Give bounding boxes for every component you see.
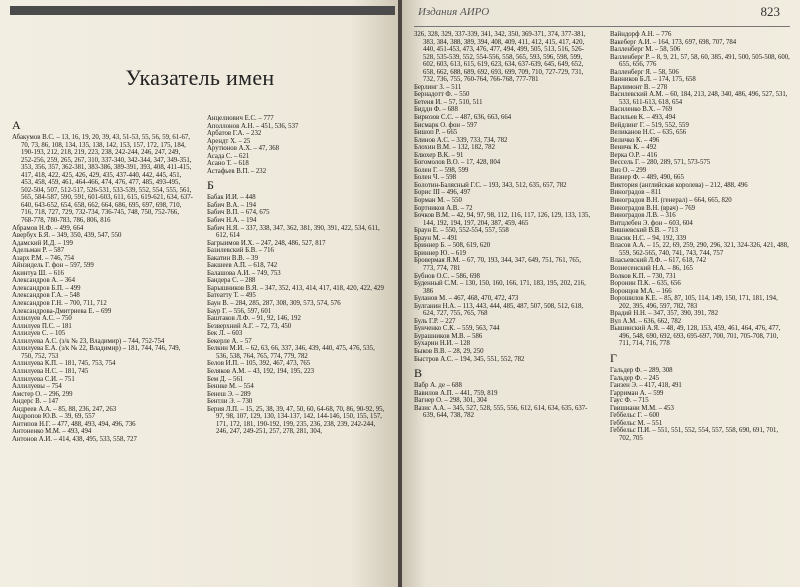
index-entry: Баур Г. – 556, 597, 601	[207, 307, 272, 315]
index-entry: Барышников В.Я. – 347, 352, 413, 414, 417, 418, 420, 422, 429	[207, 284, 384, 292]
index-entry: Волков К.П. – 730, 731	[610, 272, 676, 280]
index-entry: Богомолов В.О. – 17, 428, 804	[414, 159, 501, 167]
index-entry: Аллилуева А.С. (з/к № 23, Владимир) – 744, 752-754	[12, 337, 165, 345]
index-entry: Борис III – 496, 497	[414, 189, 471, 197]
index-entry: Абакумов В.С. – 13, 16, 19, 20, 39, 43, 51-53, 55, 56, 59, 61-67, 70, 73, 86, 108, 134, 135, 138, 142, 153, 157, 172, 175, 184, 190-193, 212, 218, 219, 223, 238, 242-244, 246, 247, 249, 252-256, 259, 265, 267, 310, 337-340, 342-344, 347, 349-351, 353, 356, 357, 362-381, 383-386, 389-391, 393, 408, 411-415, 417, 418, 422, 425, 426, 429, 435, 437-440, 442, 445, 451, 453, 458, 459, 461, 464-466, 474, 476, 477, 485, 493-495, 502-504, 507, 512-517, 526-531, 533-539, 552, 554, 555, 561, 565, 584-587, 590, 591, 601-603, 611, 615, 619-621, 634, 637-640, 643-652, 654, 658, 662, 664, 686, 695, 697, 698, 710, 716, 718, 727, 729, 732-734, 736-745, 748, 750, 752-766, 768-778, 780-783, 786, 806, 816	[12, 134, 193, 225]
index-entry: Вейдлинг Г. – 519, 552, 559	[610, 121, 689, 129]
index-entry: Александров А. – 364	[12, 277, 75, 285]
index-entry: Александров Б.П. – 499	[12, 284, 81, 292]
index-entry: Василевский А.М. – 60, 184, 213, 248, 340, 486, 496, 527, 531, 533, 611-613, 618, 654	[610, 91, 788, 106]
index-entry: Авербух Б.Я. – 349, 350, 439, 547, 550	[12, 232, 122, 240]
index-entry: Белкин М.И. – 62, 63, 66, 337, 346, 439, 440, 475, 476, 535, 536, 538, 764, 765, 774, 779, 782	[207, 345, 375, 360]
index-entry: Аллилуев А.С. – 750	[12, 315, 72, 323]
index-entry: Гвишиани М.М. – 453	[610, 404, 674, 412]
index-entry: Бишоп Р. – 665	[414, 129, 458, 137]
index-entry: Александров Г.А. – 548	[12, 292, 80, 300]
index-entry: Валленберг М. – 58, 506	[610, 46, 681, 54]
index-entry: Вагнер О. – 298, 301, 304	[414, 397, 487, 405]
index-entry: Бисмарк О. фон – 597	[414, 121, 477, 129]
index-entry: Александрова-Дмитриева Е. – 699	[12, 307, 112, 315]
index-entry: Азарх Р.М. – 746, 754	[12, 254, 75, 262]
index-entry: Айнзидель Г. фон – 597, 599	[12, 262, 94, 270]
index-entry: Бочков В.М. – 42, 94, 97, 98, 112, 116, 117, 126, 129, 133, 135, 144, 192, 194, 197, 204, 387, 459, 465	[414, 212, 591, 227]
index-entry: Виноградов В.Н. (генерал) – 664, 665, 820	[610, 197, 732, 205]
index-entry: Бабич Н.Я. – 337, 338, 347, 362, 381, 390, 391, 422, 534, 611, 612, 614	[207, 224, 380, 240]
index-entry: Бабак И.И. – 448	[207, 194, 256, 202]
index-entry: Буденный С.М. – 130, 150, 160, 166, 171, 183, 195, 202, 216, 386	[414, 280, 586, 295]
index-entry: Бабич В.П. – 674, 675	[207, 209, 270, 217]
index-entry: Вознесенский Н.А. – 86, 165	[610, 264, 693, 272]
index-entry: Бакатин В.В. – 39	[207, 254, 258, 262]
index-entry: Геббельс Г. – 600	[610, 412, 660, 420]
index-entry: Амстер О. – 296, 299	[12, 390, 73, 398]
index-entry: Воронцов М.А. – 166	[610, 287, 672, 295]
index-entry: Александров Г.Н. – 700, 711, 712	[12, 300, 107, 308]
index-entry: Браун М. – 491	[414, 234, 458, 242]
index-entry: Бетеня И. – 57, 510, 511	[414, 98, 483, 106]
index-entry: Виноградов В.Н. (врач) – 769	[610, 204, 696, 212]
index-entry: Абрамов Н.Ф. – 499, 664	[12, 224, 84, 232]
index-entry: Буль Г.Р. – 227	[414, 317, 456, 325]
index-entry: Беляков А.М. – 43, 192, 194, 195, 223	[207, 367, 315, 375]
index-entry: Вессель Г. – 280, 289, 571, 573-575	[610, 159, 711, 167]
top-rule	[10, 6, 395, 15]
index-entry: Антоненко М.М. – 493, 494	[12, 428, 92, 436]
index-entry: Бекерле А. – 57	[207, 337, 252, 345]
index-entry: Вышинский А.Я. – 48, 49, 128, 153, 459, 461, 464, 476, 477, 496, 548, 690, 692, 693, 695-697, 700, 701, 705-708, 710, 711, 714, 716, 778	[610, 325, 781, 348]
index-entry: Арбатов Г.А. – 232	[207, 130, 262, 138]
index-entry: Блохин В.М. – 132, 182, 782	[414, 144, 495, 152]
section-letter: Б	[207, 178, 214, 193]
index-entry: Великанов Н.С. – 635, 656	[610, 129, 687, 137]
index-entry: Геббельс М. – 551	[610, 419, 663, 427]
index-entry: Асано Т. – 618	[207, 160, 249, 168]
index-entry: Бандера С. – 288	[207, 277, 256, 285]
index-entry: Власов А.А. – 15, 22, 69, 259, 290, 296, 321, 324-326, 421, 488, 559, 562-565, 740, 741, 743, 744, 757	[610, 242, 789, 257]
index-entry: Балашова А.И. – 749, 753	[207, 269, 281, 277]
index-entry: Гальдер Ф. – 245	[610, 374, 659, 382]
index-entry: Виноградов Л.В. – 316	[610, 212, 676, 220]
index-entry: Бриннер Ю. – 619	[414, 249, 467, 257]
index-entry: Бирюзов С.С. – 487, 636, 663, 664	[414, 114, 512, 122]
section-letter: А	[12, 118, 21, 132]
index-entry: Визнер Ф. – 489, 490, 665	[610, 174, 684, 182]
index-entry: Акинтуа Ш. – 616	[12, 269, 64, 277]
index-entry: Вишневский В.В. – 713	[610, 227, 678, 235]
index-entry: Виктория (английская королева) – 212, 488, 496	[610, 181, 748, 189]
index-entry: Бем Д. – 561	[207, 375, 244, 383]
index-entry: Асада С. – 621	[207, 152, 250, 160]
index-entry: Быков В.В. – 28, 29, 250	[414, 347, 484, 355]
index-entry: Андропов Ю.В. – 39, 69, 557	[12, 413, 96, 421]
index-entry: Бабич Н.А. – 194	[207, 217, 257, 225]
index-entry: Бек Л. – 603	[207, 330, 243, 338]
index-entry: Блинов А.С. – 339, 733, 734, 782	[414, 136, 508, 144]
index-entry: Бунченко С.К. – 559, 563, 744	[414, 325, 500, 333]
series-title: Издания АИРО	[418, 6, 490, 18]
index-entry: Астафьев В.П. – 232	[207, 167, 267, 175]
index-entry: Величко К. – 496	[610, 136, 660, 144]
index-entry: Беннке М. – 554	[207, 383, 254, 391]
index-entry: Аллилуев С. – 105	[12, 330, 66, 338]
index-entry: Вазис А.А. – 345, 527, 528, 555, 556, 612, 614, 634, 635, 637-639, 644, 738, 782	[414, 404, 588, 420]
index-entry: Ганзен Э. – 417, 418, 491	[610, 382, 682, 390]
index-entry: Верка О.Р. – 416	[610, 151, 658, 159]
section-letter: Г	[610, 350, 617, 365]
index-entry: Геббельс П.И. – 551, 551, 552, 554, 557, 558, 690, 691, 701, 702, 705	[610, 427, 779, 442]
index-entry: Валленберг Р. – 8, 9, 21, 57, 58, 60, 385, 491, 500, 505-508, 600, 655, 656, 776	[610, 53, 790, 69]
index-entry: Ванников Б.Л. – 174, 175, 658	[610, 76, 696, 84]
index-entry: Аллилуева Е.А. (з/к № 22, Владимир) – 181, 744, 746, 749, 750, 752, 753	[12, 345, 181, 360]
index-entry: Вавилов А.П. – 441, 759, 819	[414, 389, 498, 397]
left-columns	[12, 115, 388, 443]
index-entry: Врадий Н.Н. – 347, 357, 390, 391, 782	[610, 310, 718, 318]
index-entry: Аллилуева К.П. – 181, 745, 753, 754	[12, 360, 116, 368]
index-entry: Васильев К. – 493, 494	[610, 114, 676, 122]
index-entry: Вайндорф А.Н. – 776	[610, 31, 672, 38]
index-entry: Адамский И.Д. – 199	[12, 239, 73, 247]
index-entry: Вул А.М. – 636, 662, 782	[610, 317, 682, 325]
index-entry: Быстров А.С. – 194, 345, 551, 552, 782	[414, 355, 525, 363]
left-page	[0, 0, 398, 587]
index-entry: Веничк К. – 492	[610, 144, 657, 152]
index-entry: Аллилуев П.С. – 181	[12, 322, 72, 330]
index-entry: Власьевский Л.Ф. – 617, 618, 742	[610, 257, 707, 265]
index-entry: Варлимонт В. – 278	[610, 83, 668, 91]
index-entry: Андерс В. – 147	[12, 398, 59, 406]
index-entry: Бернадотт Ф. – 550	[414, 91, 470, 99]
index-entry: Андреев А.А. – 85, 88, 236, 247, 263	[12, 405, 117, 413]
index-entry: Арутюнов А.Х. – 47, 368	[207, 145, 280, 153]
right-column-2	[610, 31, 790, 442]
index-entry: Бенеш Э. – 289	[207, 390, 251, 398]
index-title: Указатель имен	[125, 65, 275, 90]
index-entry: Бортников А.В. – 72	[414, 204, 473, 212]
index-entry: Блюхер В.К. – 91	[414, 151, 464, 159]
index-entry: Бентли Э. – 730	[207, 398, 253, 406]
index-entry: Болен Г. – 598, 599	[414, 166, 469, 174]
index-entry: Бухарин Н.И. – 128	[414, 340, 471, 348]
index-entry: Белов И.П. – 105, 392, 467, 473, 765	[207, 360, 311, 368]
index-entry: Аллилуева Н.С. – 181, 745	[12, 367, 89, 375]
index-entry: Василенко В.Х. – 769	[610, 106, 673, 114]
index-entry: Безверхний А.Г. – 72, 73, 450	[207, 322, 292, 330]
index-entry: Антонов А.И. – 414, 438, 495, 533, 558, 727	[12, 435, 137, 443]
index-entry: Ворошилов К.Е. – 85, 87, 105, 114, 149, 150, 171, 181, 194, 202, 395, 496, 597, 782, 783	[610, 295, 778, 310]
index-entry: Болотин-Балясный Г.С. – 193, 343, 512, 635, 657, 782	[414, 181, 567, 189]
index-entry: Бидди Ф. – 688	[414, 106, 458, 114]
index-entry: Валленберг Я. – 58, 506	[610, 68, 679, 76]
index-entry: Бровермая Я.М. – 67, 70, 193, 344, 347, 649, 751, 761, 765, 773, 774, 781	[414, 257, 581, 272]
right-column-1	[414, 31, 594, 442]
index-entry: Баштаков Л.Ф. – 91, 92, 146, 192	[207, 315, 301, 323]
index-entry: Буланов М. – 467, 468, 470, 472, 473	[414, 295, 519, 303]
index-entry: Борман М. – 550	[414, 197, 462, 205]
right-columns	[414, 31, 790, 442]
index-entry: Вабр А. де – 688	[414, 382, 462, 390]
index-entry: Гарриман А. – 599	[610, 389, 664, 397]
index-entry: Власик Н.С. – 94, 192, 339	[610, 234, 687, 242]
index-entry: Витцлебен Э. фон – 603, 604	[610, 219, 693, 227]
index-entry: Виз О. – 299	[610, 166, 647, 174]
index-entry: Аллилуева С.И. – 751	[12, 375, 75, 383]
index-entry: Браун Е. – 550, 552-554, 557, 558	[414, 227, 509, 235]
index-entry: Бубнов О.С. – 586, 698	[414, 272, 480, 280]
left-column-1	[12, 115, 193, 443]
index-entry: Виноградов – 811	[610, 189, 662, 197]
index-entry: Аполлонов А.Н. – 451, 536, 537	[207, 122, 299, 130]
index-entry: Бурашников М.В. – 586	[414, 332, 483, 340]
index-entry: Берия Л.П. – 15, 25, 38, 39, 47, 50, 60, 64-68, 70, 86, 90-92, 95, 97, 98, 107, 129, 130, 134-137, 142, 144-146, 150, 155, 157, 171, 172, 181, 190-192, 199, 235, 236, 238, 239, 242-244, 246, 247, 249-251, 257, 278, 281, 304,	[207, 405, 385, 436]
index-entry: Булганин Н.А. – 113, 443, 444, 485, 487, 507, 508, 512, 618, 624, 727, 755, 765, 768	[414, 302, 584, 318]
right-page	[402, 0, 800, 587]
index-entry: Вакеберг А.И. – 164, 173, 697, 698, 707, 784	[610, 38, 737, 46]
index-entry: Бабич В.А. – 194	[207, 201, 256, 209]
index-entry: Адельман Р. – 587	[12, 247, 65, 255]
index-entry: Воронин П.К. – 635, 656	[610, 280, 681, 288]
section-letter: В	[414, 366, 423, 381]
index-entry: Анцелиович Е.С. – 777	[207, 115, 274, 122]
index-entry: Батеатту Т. – 495	[207, 292, 256, 300]
index-entry: Гальдер Ф. – 289, 308	[610, 366, 673, 374]
left-column-2	[207, 115, 388, 443]
index-entry: Арендт Х. – 25	[207, 137, 251, 145]
index-entry: Аллилуевы – 754	[12, 383, 62, 391]
index-entry: Бриннер Б. – 508, 619, 620	[414, 242, 491, 250]
index-entry: Баун В. – 284, 285, 287, 308, 309, 573, 574, 576	[207, 300, 341, 308]
index-entry: Гаус Ф. – 715	[610, 397, 649, 405]
index-entry: Багрыимов И.Х. – 247, 248, 486, 527, 817	[207, 239, 326, 247]
page-number: 823	[760, 4, 780, 19]
index-entry: Базилевский Б.В. – 716	[207, 247, 274, 255]
index-entry: Болен Ч. – 598	[414, 174, 457, 182]
index-entry: 326, 328, 329, 337-339, 341, 342, 350, 369-371, 374, 377-381, 383, 384, 388, 389, 394, 408, 409, 411, 412, 415, 417, 420, 440, 451-453, 473, 476, 477, 494, 499, 505, 513, 516, 526-528, 535-539, 552, 554-556, 558, 565, 593, 596, 598, 599, 602, 603, 613, 615, 619, 623, 634, 637-639, 645, 649, 652, 658, 662, 688, 689, 692, 693, 699, 709, 710, 727-729, 731, 732, 736, 755, 760-764, 766-768, 777-781	[414, 31, 586, 84]
index-entry: Бакшеев А.П. – 618, 742	[207, 262, 278, 270]
index-entry: Берлинг З. – 511	[414, 83, 462, 91]
running-head	[414, 6, 790, 27]
index-entry: Антипов Н.Г. – 477, 488, 493, 494, 496, 736	[12, 420, 136, 428]
